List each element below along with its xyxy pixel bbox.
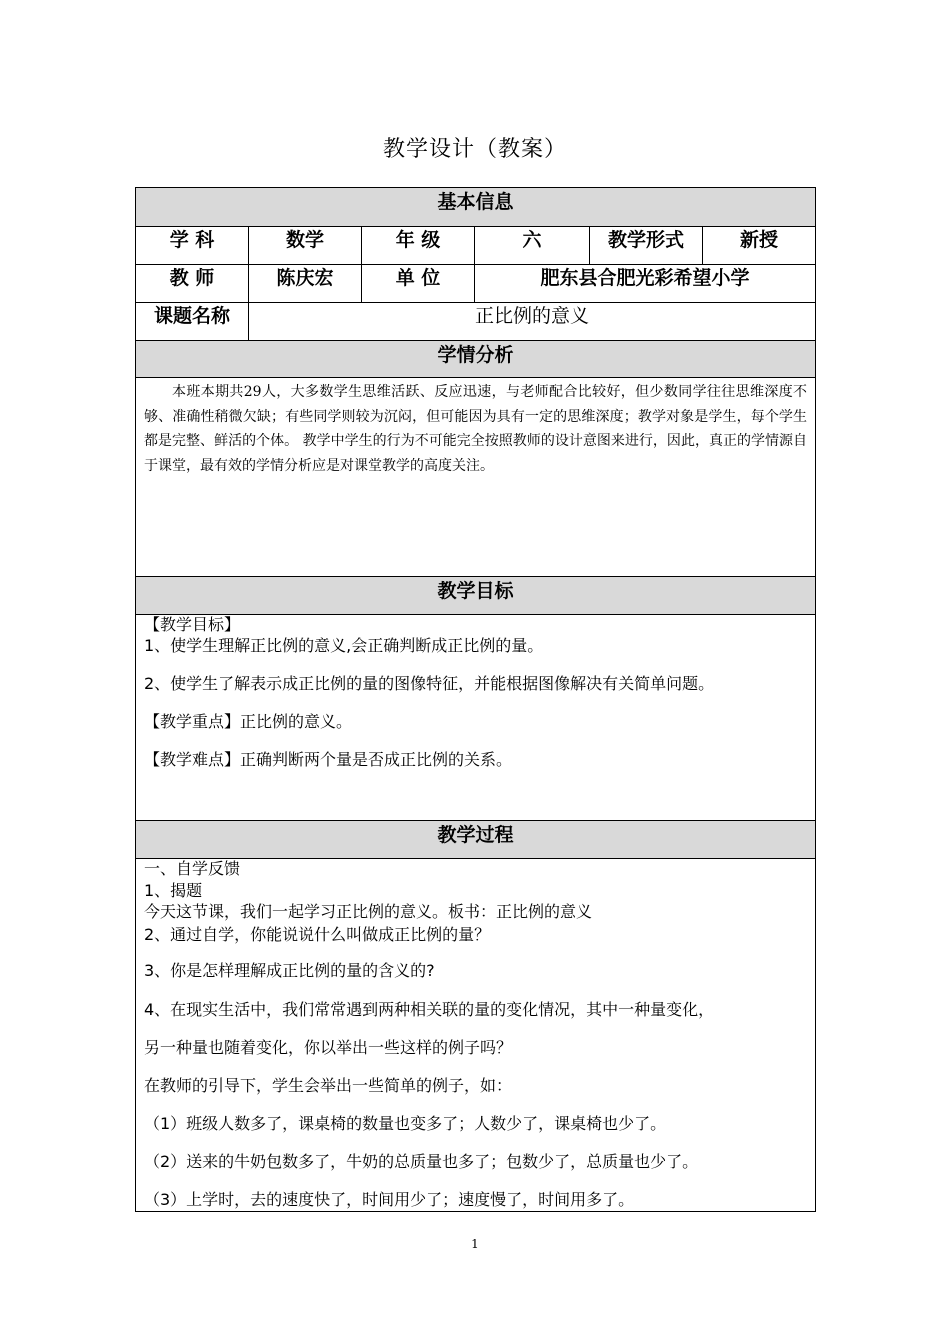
process-line: 3、你是怎样理解成正比例的量的含义的? — [144, 961, 435, 980]
subject-label: 学 科 — [136, 227, 249, 265]
unit-label: 单 位 — [362, 265, 475, 303]
form-value: 新授 — [703, 227, 816, 265]
process-line: 在教师的引导下，学生会举出一些简单的例子，如： — [144, 1076, 513, 1095]
lesson-plan-table — [135, 187, 816, 1212]
topic-label: 课题名称 — [136, 303, 249, 341]
analysis-text: 本班本期共29人，大多数学生思维活跃、反应迅速，与老师配合比较好，但少数同学往往思维深度不够、准确性稍微欠缺；有些同学则较为沉闷，但可能因为具有一定的思维深度；教学对象是学生，每个学生都是完整、鲜活的个体。 教学中学生的行为不可能完全按照教师的设计意图来进行，因此，真正的学情源自于课堂，最有效的学情分析应是对课堂教学的高度关注。 — [144, 384, 808, 474]
topic-value: 正比例的意义 — [249, 303, 816, 341]
page-title: 教学设计（教案） — [382, 137, 567, 162]
key-point: 【教学重点】正比例的意义。 — [144, 712, 353, 731]
objectives-label: 【教学目标】 — [144, 615, 241, 634]
form-label: 教学形式 — [590, 227, 703, 265]
process-line: （1）班级人数多了，课桌椅的数量也变多了；人数少了，课桌椅也少了。 — [144, 1114, 667, 1133]
process-line: 2、通过自学，你能说说什么叫做成正比例的量？ — [144, 925, 491, 944]
objective-item: 2、使学生了解表示成正比例的量的图像特征，并能根据图像解决有关简单问题。 — [144, 674, 715, 693]
process-line: （2）送来的牛奶包数多了，牛奶的总质量也多了；包数少了，总质量也少了。 — [144, 1152, 699, 1171]
objectives-body — [136, 615, 816, 821]
basic-info-header: 基本信息 — [136, 188, 816, 227]
process-line: （3）上学时，去的速度快了，时间用少了；速度慢了，时间用多了。 — [144, 1190, 635, 1209]
difficulty: 【教学难点】正确判断两个量是否成正比例的关系。 — [144, 750, 513, 769]
process-line: 另一种量也随着变化，你以举出一些这样的例子吗？ — [144, 1038, 513, 1057]
objectives-header: 教学目标 — [136, 577, 816, 615]
unit-value: 肥东县合肥光彩希望小学 — [475, 265, 816, 303]
process-line: 4、在现实生活中，我们常常遇到两种相关联的量的变化情况，其中一种量变化， — [144, 1000, 715, 1019]
process-line: 1、揭题 — [144, 881, 203, 900]
analysis-header: 学情分析 — [136, 341, 816, 378]
page-number: 1 — [471, 1237, 479, 1251]
grade-value: 六 — [475, 227, 590, 265]
process-header: 教学过程 — [136, 821, 816, 859]
analysis-body — [136, 378, 816, 577]
process-body — [136, 859, 816, 1212]
grade-label: 年 级 — [362, 227, 475, 265]
subject-value: 数学 — [249, 227, 362, 265]
teacher-label: 教 师 — [136, 265, 249, 303]
process-line: 一、自学反馈 — [144, 859, 241, 878]
teacher-value: 陈庆宏 — [249, 265, 362, 303]
objective-item: 1、使学生理解正比例的意义,会正确判断成正比例的量。 — [144, 636, 544, 655]
process-line: 今天这节课，我们一起学习正比例的意义。板书：正比例的意义 — [144, 902, 593, 921]
